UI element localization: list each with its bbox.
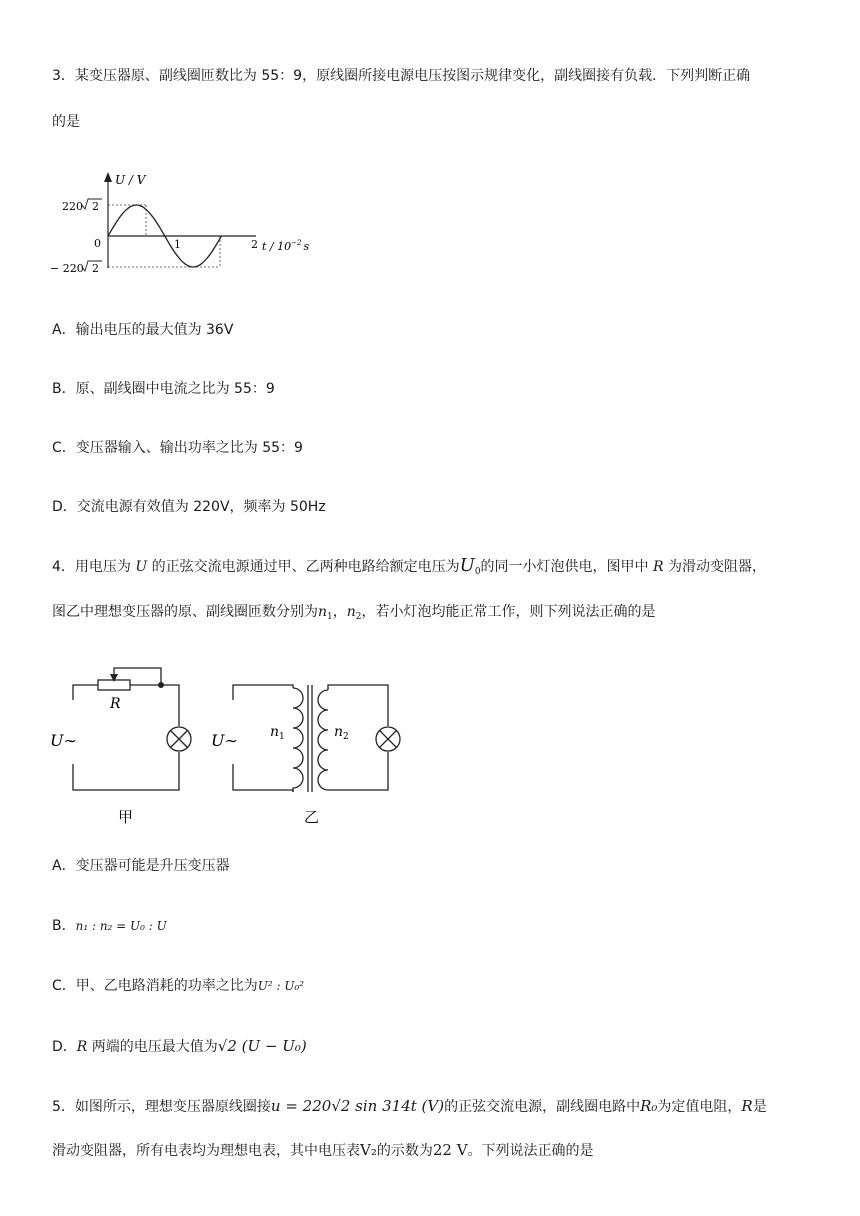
y-axis-label: U / V <box>115 173 146 187</box>
y-axis-arrow <box>104 172 112 182</box>
source-label-jia: U∼ <box>50 731 77 750</box>
x-axis-label: t / $10^{-2}$ s <box>262 239 310 253</box>
q3-option-b: B．原、副线圈中电流之比为 55：9 <box>52 381 275 397</box>
label-jia: 甲 <box>118 808 134 826</box>
label-n2: $n_2$ <box>334 724 349 742</box>
junction-dot <box>158 682 164 688</box>
q4-option-d: D．R 两端的电压最大值为√2 (U − U₀) <box>52 1037 307 1055</box>
q4-circuit-figure <box>48 660 408 830</box>
q5-stem-line2: 滑动变阻器，所有电表均为理想电表，其中电压表V₂的示数为22 V。下列说法正确的是 <box>52 1141 594 1159</box>
q5-number: 5 <box>52 1099 61 1115</box>
source-label-yi: U∼ <box>211 731 238 750</box>
x-tick-2: 2 <box>251 238 258 251</box>
q3-option-c: C．变压器输入、输出功率之比为 55：9 <box>52 440 303 456</box>
q4-option-c: C．甲、乙电路消耗的功率之比为U² : U₀² <box>52 978 305 994</box>
q4-option-b: B．n₁ : n₂ = U₀ : U <box>52 918 167 934</box>
q3-number: 3 <box>52 68 61 84</box>
label-yi: 乙 <box>304 808 320 826</box>
circuit-jia <box>73 668 191 790</box>
primary-coil <box>293 688 303 792</box>
circuit-yi <box>233 685 400 792</box>
svg-text:2: 2 <box>92 200 99 213</box>
q3-option-a: A．输出电压的最大值为 36V <box>52 322 234 338</box>
svg-text:2: 2 <box>92 262 99 275</box>
label-n1: $n_1$ <box>270 724 285 742</box>
label-R: R <box>110 696 121 712</box>
rheostat-slider <box>114 668 161 685</box>
q3-stem-line2: 的是 <box>52 114 80 130</box>
q3-voltage-graph <box>48 168 328 283</box>
q4-stem-line2: 图乙中理想变压器的原、副线圈匝数分别为$n_1$，$n_2$，若小灯泡均能正常工作，则下列说法正确的是 <box>52 604 656 622</box>
y-min-label: − 220 <box>50 262 84 275</box>
q3-stem-line1: 3．某变压器原、副线圈匝数比为 55：9，原线圈所接电源电压按图示规律变化，副线圈接有负载．下列判断正确 <box>52 68 751 84</box>
y-max-label: 220 <box>62 200 83 213</box>
x-tick-1: 1 <box>174 238 181 251</box>
q3-option-d: D．交流电源有效值为 220V，频率为 50Hz <box>52 499 326 515</box>
q4-stem-line1: 4．用电压为 U 的正弦交流电源通过甲、乙两种电路给额定电压为$U_0$的同一小灯泡供电，图甲中 R 为滑动变阻器， <box>52 555 766 577</box>
q5-stem-line1: 5．如图所示，理想变压器原线圈接u = 220√2 sin 314t (V)的正弦交流电源，副线圈电路中R₀为定值电阻，R是 <box>52 1097 767 1115</box>
secondary-coil <box>318 690 328 790</box>
origin-label: 0 <box>94 237 101 250</box>
q4-number: 4 <box>52 559 61 575</box>
q4-option-a: A．变压器可能是升压变压器 <box>52 858 230 874</box>
